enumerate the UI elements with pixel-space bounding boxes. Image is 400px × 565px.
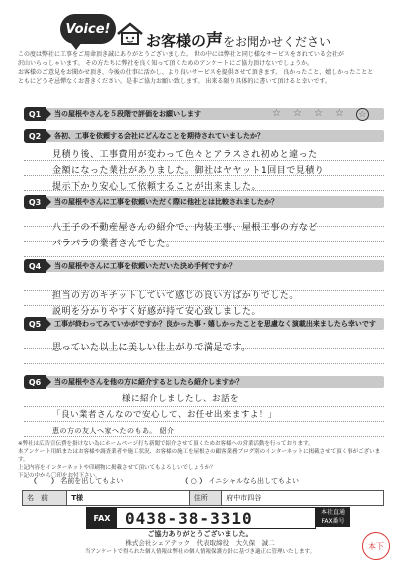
intro-line: この度は弊社に工事をご用命頂き誠にありがとうございました。 世の中には弊社と同じ様なサービスをされている会社が [18,51,344,58]
answer-line: 「良い業者さんなので安心して、お任せ出来ますよ！」 [52,410,277,420]
note-line: 上記内容をインターネットや印刷物に掲載させて頂いてもよろしいでしょうか？ [18,465,216,471]
answer-q4[interactable] [52,288,377,320]
question-label: Q5 [24,317,46,331]
question-text: 工事が終わってみていかがですか？良かった事・嬉しかったことを思慮なく演載出来ましたら幸いです [54,320,376,328]
note-line: ※弊社は広告宣伝費を掛けない為にホームページ打ち新聞で紹介させて頂くためお客様への営業活動を行っております。 [18,441,314,447]
fax-label: FAX [87,508,117,528]
question-1 [24,108,384,120]
answer-line: 担当の方のキチットしていて感じの良い方ばかりでした。 [52,291,299,301]
footer [0,530,400,557]
consent-name-option[interactable] [30,476,123,486]
answer-line: 説明を分かりやすく好感が持て安心致しました。 [52,307,262,317]
answer-line: 八王子の不動産屋さんの紹介で、内装工事、屋根工事の方など [52,223,318,233]
question-label: Q1 [24,107,46,121]
answer-line: 見積り後、工事費用が変わって色々とアラスされ初めと違った [52,150,318,160]
selected-star-icon[interactable]: ☆ [356,108,369,121]
title-part-3: をお聞かせください [223,35,332,49]
answer-line: バラバラの業者さんでした。 [52,239,176,249]
answer-line: 金額になった業社がありました。御社はヤヤット1回目で見積り [52,166,325,176]
name-field[interactable]: T様 [67,491,190,505]
seal-stamp [362,532,390,560]
answer-line: 恵の方の友人へ家へたのもあ。 紹介 [52,427,175,435]
answer-q3[interactable] [52,220,377,252]
consent-checkbox[interactable]: （ ○ ） [181,477,207,485]
voice-text: Voice! [65,21,111,37]
question-6 [24,376,384,388]
privacy-text: 当アンケートで得られた個人情報は弊社の個人情報保護方針に基づき適正に管理いたします。 [84,549,316,555]
star-icon[interactable]: ☆ [272,108,281,119]
intro-line: お客様のご意見をお聞かせ頂き、今後の仕事に活かし、より良いサービスを提供させて頂きます。 良かったこと、嬉しかったことと [18,69,374,76]
thanks-text: ご協力ありがとうございました。 [147,530,253,538]
question-label: Q4 [24,259,46,273]
consent-options [30,474,370,488]
answer-line: 様に紹介しましたし、お話を [122,394,240,404]
question-text: 当の屋根やさんを５段階で評価をお願いします [54,110,201,118]
page-title [146,26,331,51]
answer-q6[interactable] [52,391,377,439]
fax-side-label [316,507,350,527]
consent-initial-option[interactable] [181,476,299,486]
fax-number: 0438-38-3310 [125,508,253,528]
fax-side-line: 本社直通 [320,509,345,516]
question-2 [24,130,384,142]
star-icon[interactable]: ☆ [334,108,344,119]
question-4 [24,260,384,272]
answer-line: 思っていた以上に美しい仕上がりで満足です。 [52,343,251,353]
fax-side-line: FAX番号 [321,518,345,525]
answer-line: 提示下かり安心して依頼することが出来ました。 [52,182,262,192]
voice-badge [60,14,116,44]
question-text: 当の屋根やさんに工事を依頼いただく際に他社とは比較されましたか？ [54,198,278,206]
address-label: 住所 [190,491,222,505]
question-text: 当の屋根やさんを他の方に紹介するとしたら紹介しますか？ [54,378,243,386]
fax-box [86,507,316,529]
question-text: 当の屋根やさんに工事を依頼いただいた決め手何ですか？ [54,262,236,270]
intro-text [18,50,383,86]
intro-line: 沢山いらっしゃいます。 その方たちに弊社を良く知って頂くためのアンケートにご協力頂けないでしょうか。 [18,60,314,67]
question-label: Q3 [24,195,46,209]
house-icon [116,22,144,46]
title-part-1: お客様の [146,32,207,50]
title-part-2: 声 [206,31,224,51]
intro-line: ともにどうぞ忌憚なくお書きください。是非ご協力お願い致します。 出来る限り具体的に書いて頂けると幸いです。 [18,78,331,85]
question-3 [24,196,384,208]
consent-label: イニシャルなら出してもよい [208,477,300,485]
rating-stars [272,108,369,121]
star-icon[interactable]: ☆ [313,108,323,119]
answer-q2[interactable] [52,147,377,195]
question-5 [24,318,384,330]
customer-info [22,490,384,506]
stamp-text: 本下 [368,541,384,551]
note-line: 本アンケート用紙またはお客様や調査業者や施工状況、お客様の施工を屋根さの顧客業務ブログ別のインターネットに掲載させて頂く事がございます。 [18,449,381,463]
note-line: 下記の中から〇印をお付下さい。 [18,473,101,479]
question-label: Q2 [24,129,46,143]
consent-checkbox[interactable]: （ ） [30,477,58,485]
question-text: 各初、工事を依頼する会社にどんなことを期待されていましたか？ [54,132,264,140]
question-label: Q6 [24,375,46,389]
address-field[interactable]: 府中市四谷 [226,494,262,502]
answer-q5[interactable] [52,340,377,356]
star-icon[interactable]: ☆ [292,108,302,119]
company-text: 株式会社シェアテック 代表取締役 大久保 誠二 [125,539,275,547]
consent-label: 名前を出してもよい [60,477,124,485]
name-label: 名 前 [23,491,67,505]
